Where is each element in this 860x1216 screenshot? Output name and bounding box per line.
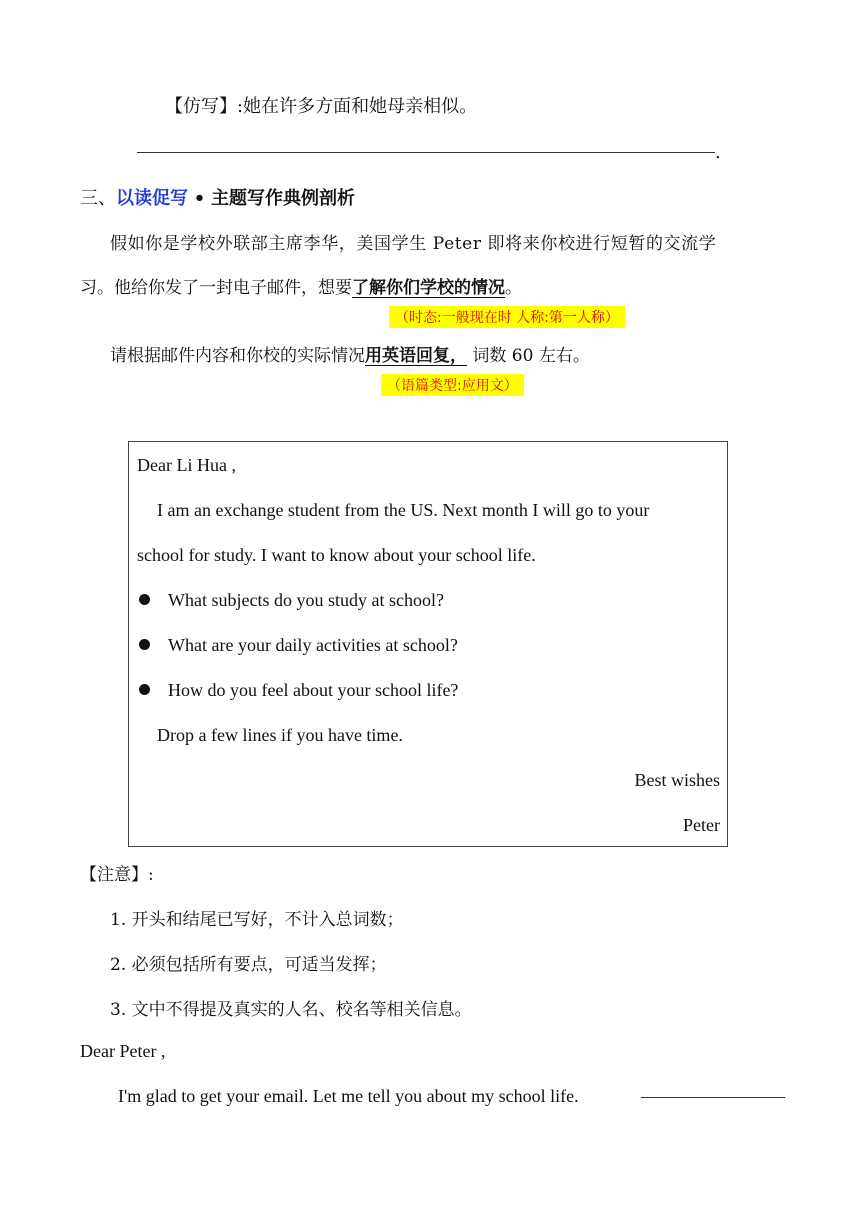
- imitate-text: :她在许多方面和她母亲相似。: [237, 96, 478, 117]
- email-question-3: How do you feel about your school life?: [139, 680, 458, 701]
- email-box: [128, 441, 728, 847]
- answer-end-mark: .: [715, 142, 721, 163]
- section-highlight: 以读促写: [116, 188, 188, 209]
- notes-item-1: 1. 开头和结尾已写好，不计入总词数；: [110, 910, 404, 930]
- prompt-line3-prefix: 请根据邮件内容和你校的实际情况: [110, 346, 365, 366]
- prompt-line-3: [110, 341, 590, 366]
- section-heading: [80, 184, 355, 210]
- notes-item-3: 3. 文中不得提及真实的人名、校名等相关信息。: [110, 1000, 472, 1020]
- prompt-underlined-instruction: 用英语回复，: [365, 346, 467, 366]
- answer-blank-line[interactable]: [137, 152, 715, 153]
- bullet-icon: [139, 594, 150, 605]
- email-signature: Peter: [683, 815, 720, 835]
- bullet-icon: [139, 639, 150, 650]
- email-signoff: Best wishes: [634, 770, 720, 790]
- imitate-label: 【仿写】: [165, 96, 237, 117]
- email-closing-line: Drop a few lines if you have time.: [157, 725, 403, 745]
- prompt-line3-suffix: 词数 60 左右。: [467, 346, 590, 366]
- email-question-2: What are your daily activities at school?: [139, 635, 458, 656]
- reply-greeting: Dear Peter ,: [80, 1041, 166, 1061]
- reply-opening: I'm glad to get your email. Let me tell you about my school life.: [118, 1086, 579, 1106]
- annotation-text-type: （语篇类型:应用文）: [381, 374, 524, 396]
- email-body-line-1: I am an exchange student from the US. Next month I will go to your: [157, 500, 650, 520]
- notes-item-2: 2. 必须包括所有要点，可适当发挥；: [110, 955, 387, 975]
- notes-heading: 【注意】:: [80, 865, 154, 885]
- bullet-icon: [139, 684, 150, 695]
- imitate-sentence: [165, 92, 477, 118]
- prompt-line-2: [80, 273, 522, 298]
- section-separator: •: [193, 188, 206, 209]
- email-greeting: Dear Li Hua ,: [137, 455, 236, 475]
- prompt-line2-prefix: 习。他给你发了一封电子邮件，想要: [80, 278, 352, 298]
- email-body-line-2: school for study. I want to know about your school life.: [137, 545, 536, 565]
- prompt-underlined-topic: 了解你们学校的情况: [352, 278, 505, 298]
- section-title: 主题写作典例剖析: [210, 188, 355, 209]
- annotation-tense-person: （时态:一般现在时 人称:第一人称）: [389, 306, 625, 328]
- prompt-line-1: 假如你是学校外联部主席李华，美国学生 Peter 即将来你校进行短暂的交流学: [110, 234, 717, 254]
- reply-answer-blank[interactable]: ————————: [641, 1086, 785, 1106]
- prompt-line2-suffix: 。: [505, 278, 522, 298]
- section-number: 三、: [80, 188, 116, 209]
- email-question-1: What subjects do you study at school?: [139, 590, 444, 611]
